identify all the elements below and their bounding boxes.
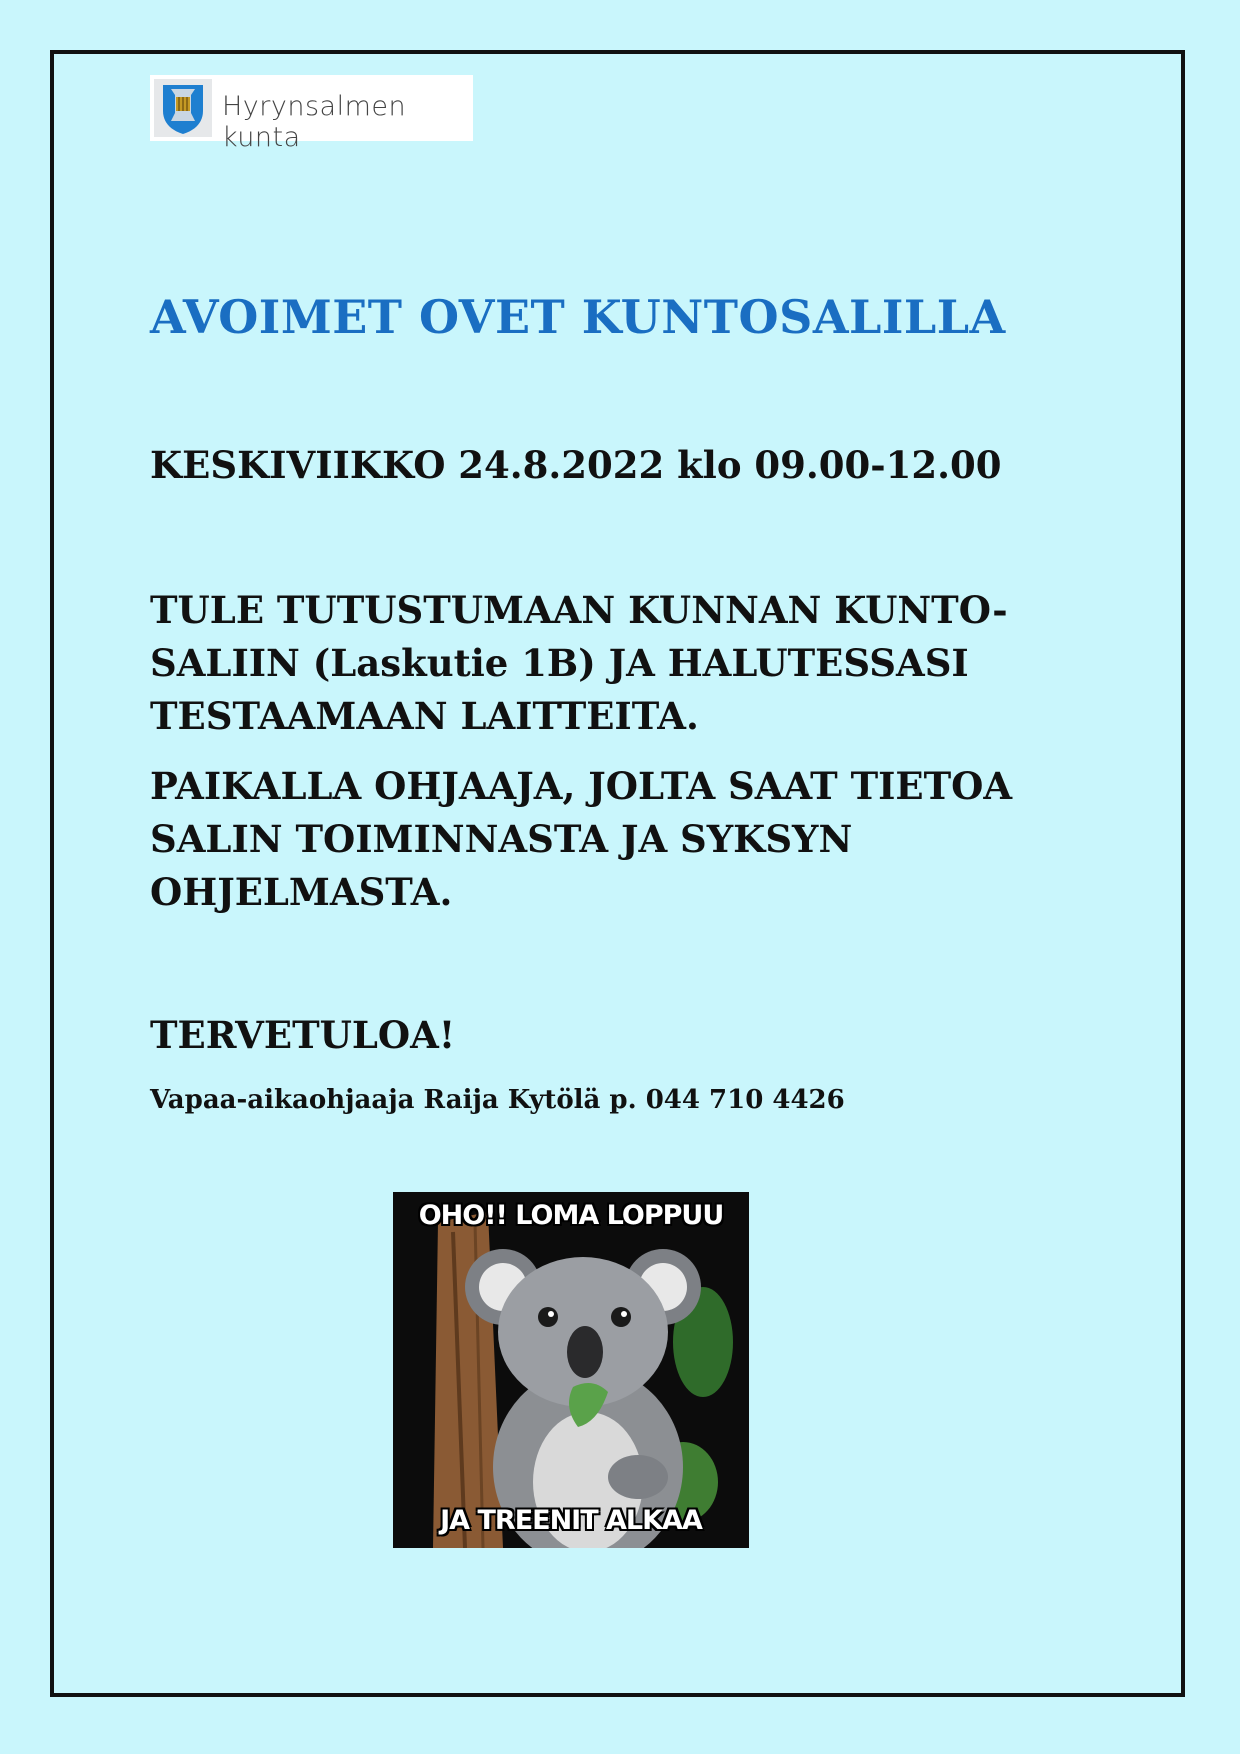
- welcome-text: TERVETULOA!: [150, 1013, 456, 1057]
- intro-paragraph: [150, 584, 1090, 743]
- page-title: AVOIMET OVET KUNTOSALILLA: [150, 290, 1006, 344]
- contact-info: Vapaa-aikaohjaaja Raija Kytölä p. 044 710 4426: [150, 1085, 845, 1115]
- instructor-line: PAIKALLA OHJAAJA, JOLTA SAAT TIETOA: [150, 764, 1013, 808]
- instructor-paragraph: [150, 760, 1090, 919]
- meme-bottom-text: JA TREENIT ALKAA: [440, 1505, 702, 1536]
- koala-meme-image: [393, 1192, 749, 1548]
- coat-of-arms-icon: [154, 79, 212, 137]
- koala-illustration: [393, 1192, 749, 1548]
- municipality-logo: [150, 75, 473, 153]
- meme-top-text: OHO!! LOMA LOPPUU: [418, 1200, 724, 1231]
- event-date: KESKIVIIKKO 24.8.2022 klo 09.00-12.00: [150, 443, 1002, 487]
- intro-line: TESTAAMAAN LAITTEITA.: [150, 694, 699, 738]
- instructor-line: SALIN TOIMINNASTA JA SYKSYN: [150, 817, 853, 861]
- intro-line: SALIIN (Laskutie 1B) JA HALUTESSASI: [150, 641, 969, 685]
- instructor-line: OHJELMASTA.: [150, 870, 453, 914]
- intro-line: TULE TUTUSTUMAAN KUNNAN KUNTO-: [150, 588, 1008, 632]
- logo-text: Hyrynsalmen kunta: [222, 91, 407, 153]
